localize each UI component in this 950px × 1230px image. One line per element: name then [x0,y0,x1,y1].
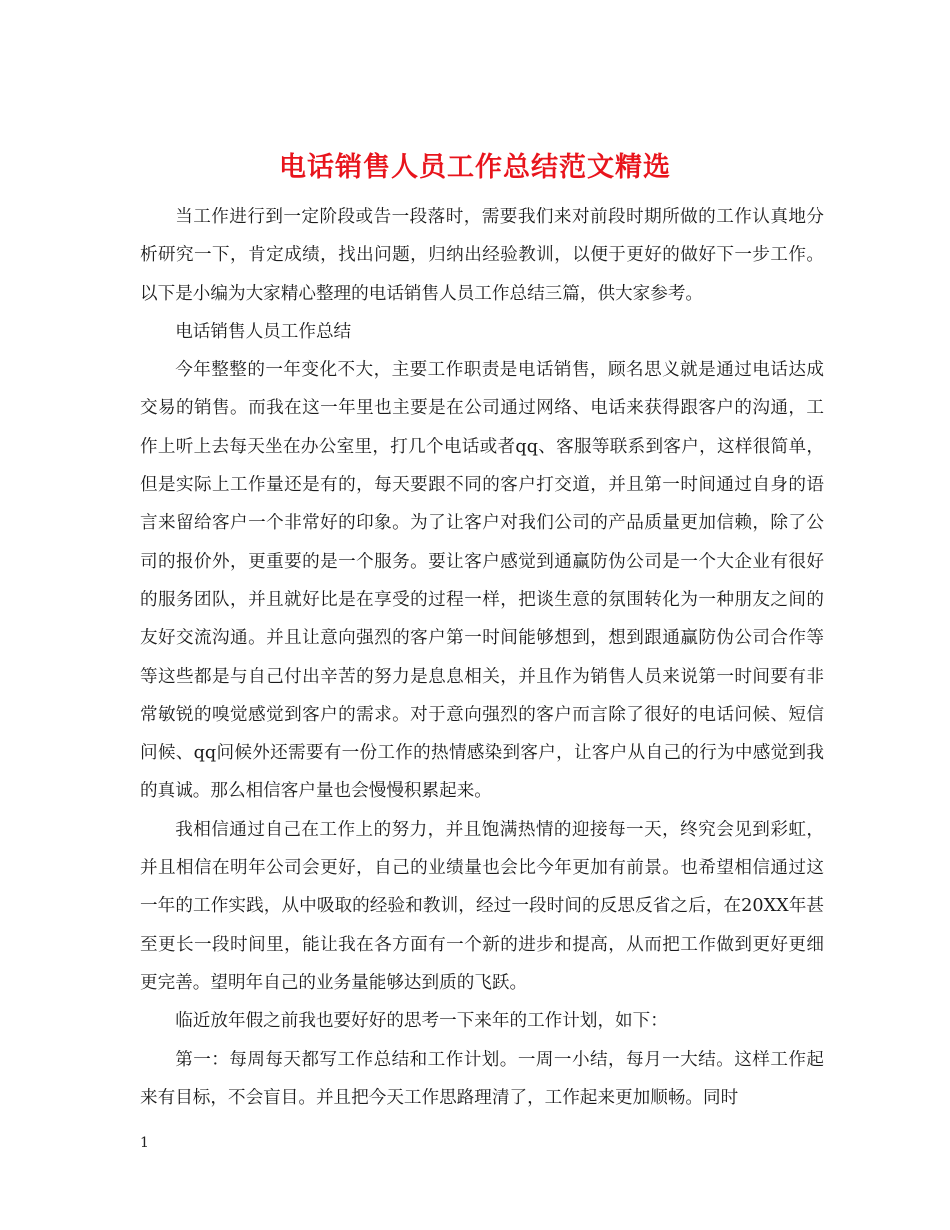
paragraph-plan-item-1: 第一：每周每天都写工作总结和工作计划。一周一小结，每月一大结。这样工作起来有目标，不会盲目。并且把今天工作思路理清了，工作起来更加顺畅。同时 [140,1049,824,1108]
page-number: 1 [140,1135,149,1151]
paragraph-outlook: 我相信通过自己在工作上的努力，并且饱满热情的迎接每一天，终究会见到彩虹，并且相信在明年公司会更好，自己的业绩量也会比今年更加有前景。也希望相信通过这一年的工作实践，从中吸取的经验和教训，经过一段时间的反思反省之后，在20XX年甚至更长一段时间里，能让我在各方面有一个新的进步和提高，从而把工作做到更好更细更完善。望明年自己的业务量能够达到质的飞跃。 [140,819,824,993]
paragraph-plan-intro: 临近放年假之前我也要好好的思考一下来年的工作计划，如下： [175,1011,668,1032]
paragraph-review: 今年整整的一年变化不大，主要工作职责是电话销售，顾名思义就是通过电话达成交易的销售。而我在这一年里也主要是在公司通过网络、电话来获得跟客户的沟通，工作上听上去每天坐在办公室里，打几个电话或者qq、客服等联系到客户，这样很简单，但是实际上工作量还是有的，每天要跟不同的客户打交道，并且第一时间通过自身的语言来留给客户一个非常好的印象。为了让客户对我们公司的产品质量更加信赖，除了公司的报价外，更重要的是一个服务。要让客户感觉到通赢防伪公司是一个大企业有很好的服务团队，并且就好比是在享受的过程一样，把谈生意的氛围转化为一种朋友之间的友好交流沟通。并且让意向强烈的客户第一时间能够想到，想到跟通赢防伪公司合作等等这些都是与自己付出辛苦的努力是息息相关，并且作为销售人员来说第一时间要有非常敏锐的嗅觉感觉到客户的需求。对于意向强烈的客户而言除了很好的电话问候、短信问候、qq问候外还需要有一份工作的热情感染到客户，让客户从自己的行为中感觉到我的真诚。那么相信客户量也会慢慢积累起来。 [140,360,824,802]
page-title: 电话销售人员工作总结范文精选 [279,152,671,184]
paragraph-intro: 当工作进行到一定阶段或告一段落时，需要我们来对前段时期所做的工作认真地分析研究一下，肯定成绩，找出问题，归纳出经验教训，以便于更好的做好下一步工作。以下是小编为大家精心整理的电话销售人员工作总结三篇，供大家参考。 [140,207,824,304]
section-heading: 电话销售人员工作总结 [175,321,352,342]
document-body [140,198,824,1117]
